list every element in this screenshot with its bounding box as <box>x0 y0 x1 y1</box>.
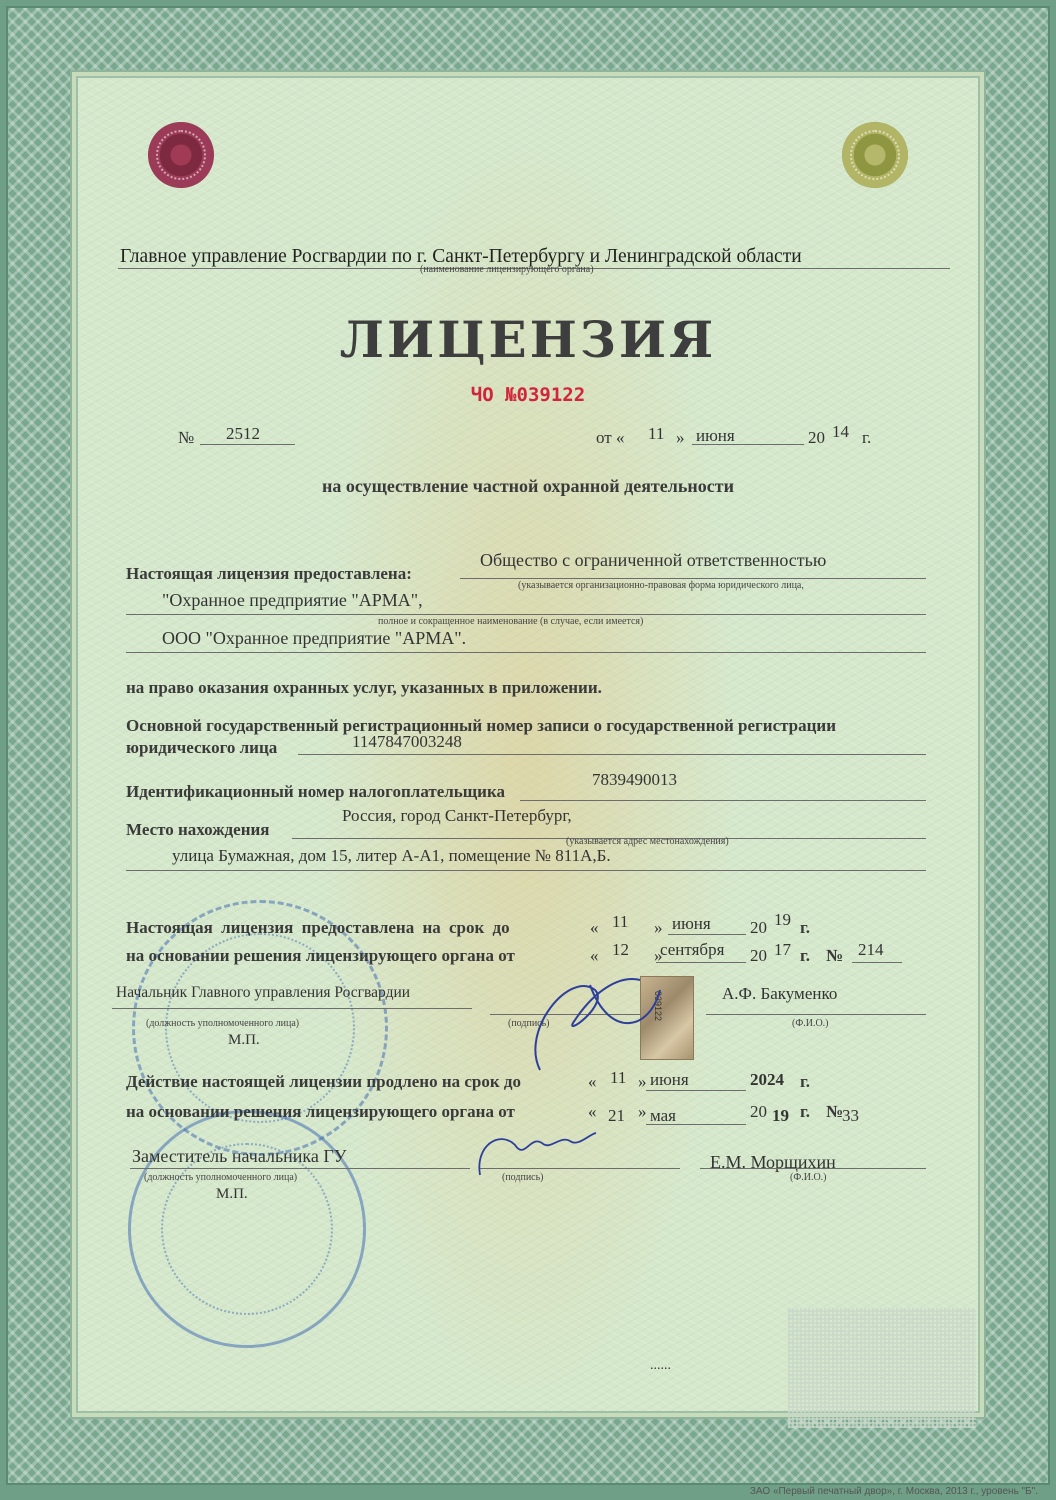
license-number: 2512 <box>226 424 260 443</box>
term-open-quote: « <box>590 918 599 937</box>
extension-basis-year-suffix: 19 <box>772 1106 789 1125</box>
license-year-suffix: 14 <box>832 422 849 441</box>
printer-imprint: ЗАО «Первый печатный двор», г. Москва, 2013 г., уровень "Б". <box>749 1486 1038 1497</box>
signer1-position-underline <box>112 1008 472 1009</box>
license-month: июня <box>696 426 735 445</box>
inn-label: Идентификационный номер налогоплательщика <box>126 782 505 801</box>
licensee-underline-3 <box>126 652 926 653</box>
extension-close-quote: » <box>638 1072 647 1091</box>
license-month-underline <box>692 444 804 445</box>
signer2-position: Заместитель начальника ГУ <box>132 1146 347 1166</box>
license-day: 11 <box>648 424 665 443</box>
signer2-name: Е.М. Морщихин <box>710 1152 836 1172</box>
extension-basis-year-label: г. <box>800 1102 811 1121</box>
signer2-signature-caption: (подпись) <box>502 1172 544 1183</box>
extension-basis-no-label: № <box>826 1102 844 1121</box>
signature-2 <box>470 1125 600 1185</box>
term-year-prefix: 20 <box>750 918 767 937</box>
rights-text: на право оказания охранных услуг, указанных в приложении. <box>126 678 602 697</box>
signer2-mp: М.П. <box>216 1186 248 1202</box>
inn-underline <box>520 800 926 801</box>
extension-day: 11 <box>610 1068 627 1087</box>
extension-month-underline <box>646 1090 746 1091</box>
activity-type: на осуществление частной охранной деятельности <box>322 476 734 496</box>
ogrn-value: 1147847003248 <box>352 732 462 751</box>
term-basis-no-underline <box>852 962 902 963</box>
extension-year: 2024 <box>750 1070 784 1089</box>
signer1-name-underline <box>706 1014 926 1015</box>
extension-basis-label: на основании решения лицензирующего органа от <box>126 1102 515 1121</box>
signer2-position-underline <box>130 1168 470 1169</box>
term-day: 11 <box>612 912 629 931</box>
term-basis-no: 214 <box>858 940 884 959</box>
licensee-line-1: Общество с ограниченной ответственностью <box>480 550 827 570</box>
signer1-position: Начальник Главного управления Росгвардии <box>116 984 411 1001</box>
location-line-2: улица Бумажная, дом 15, литер А-А1, помещение № 811А,Б. <box>172 846 611 865</box>
term-basis-month: сентября <box>660 940 725 959</box>
licensee-line-3: ООО "Охранное предприятие "АРМА". <box>162 628 467 648</box>
term-month-underline <box>668 934 746 935</box>
extension-basis-no: 33 <box>842 1106 859 1125</box>
signer1-name: А.Ф. Бакуменко <box>722 984 838 1003</box>
term-basis-year-label: г. <box>800 946 811 965</box>
rosette-emblem-right <box>842 122 908 188</box>
term-close-quote: » <box>654 918 663 937</box>
signer1-mp: М.П. <box>228 1032 260 1048</box>
date-from-label: от « <box>596 428 625 447</box>
document-title: ЛИЦЕНЗИЯ <box>339 310 717 369</box>
term-basis-no-label: № <box>826 946 844 965</box>
footer-dots: ...... <box>650 1358 671 1373</box>
ogrn-label-1: Основной государственный регистрационный номер записи о государственной регистрации <box>126 716 837 735</box>
license-day-close: » <box>676 428 685 447</box>
hologram-number: 039122 <box>653 991 663 1022</box>
signer1-signature-caption: (подпись) <box>508 1018 550 1029</box>
authority-name: Главное управление Росгвардии по г. Санкт-Петербургу и Ленинградской области <box>120 246 802 267</box>
location-underline-2 <box>126 870 926 871</box>
signer1-name-caption: (Ф.И.О.) <box>792 1018 829 1029</box>
rosette-emblem-left <box>148 122 214 188</box>
location-caption: (указывается адрес местонахождения) <box>566 836 729 847</box>
term-label: Настоящая лицензия предоставлена на срок до <box>126 918 510 937</box>
signer2-name-caption: (Ф.И.О.) <box>790 1172 827 1183</box>
extension-basis-year-prefix: 20 <box>750 1102 767 1121</box>
licensee-caption-1: (указывается организационно-правовая форма юридического лица, <box>518 580 804 591</box>
extension-open-quote: « <box>588 1072 597 1091</box>
extension-basis-close-quote: » <box>638 1102 647 1121</box>
ogrn-label-2: юридического лица <box>126 738 278 757</box>
term-basis-label: на основании решения лицензирующего органа от <box>126 946 515 965</box>
security-pattern-box <box>788 1308 976 1428</box>
signature-1 <box>500 960 670 1080</box>
ogrn-underline <box>298 754 926 755</box>
extension-label: Действие настоящей лицензии продлено на срок до <box>126 1072 522 1091</box>
licensee-label: Настоящая лицензия предоставлена: <box>126 564 412 583</box>
licensee-underline-1 <box>460 578 926 579</box>
license-year-prefix: 20 <box>808 428 825 447</box>
term-basis-open-quote: « <box>590 946 599 965</box>
signer1-position-caption: (должность уполномоченного лица) <box>146 1018 300 1029</box>
term-basis-close-quote: » <box>654 946 663 965</box>
location-line-1: Россия, город Санкт-Петербург, <box>342 806 572 825</box>
extension-basis-open-quote: « <box>588 1102 597 1121</box>
licensee-underline-2 <box>126 614 926 615</box>
location-label: Место нахождения <box>126 820 270 839</box>
term-basis-year-suffix: 17 <box>774 940 791 959</box>
term-month: июня <box>672 914 711 933</box>
signer2-position-caption: (должность уполномоченного лица) <box>144 1172 298 1183</box>
series-number: ЧО №039122 <box>470 384 586 406</box>
inn-value: 7839490013 <box>592 770 677 789</box>
extension-basis-day: 21 <box>608 1106 625 1125</box>
authority-caption: (наименование лицензирующего органа) <box>420 264 594 275</box>
term-basis-year-prefix: 20 <box>750 946 767 965</box>
term-year-label: г. <box>800 918 811 937</box>
term-year-suffix: 19 <box>774 910 791 929</box>
licensee-line-2: "Охранное предприятие "АРМА", <box>162 590 423 610</box>
signer2-name-underline <box>700 1168 926 1169</box>
license-number-label: № <box>178 428 195 447</box>
extension-year-label: г. <box>800 1072 811 1091</box>
license-number-underline <box>200 444 295 445</box>
license-year-label: г. <box>862 428 872 447</box>
licensee-caption-2: полное и сокращенное наименование (в случае, если имеется) <box>378 616 644 627</box>
extension-basis-month: мая <box>650 1106 677 1125</box>
extension-basis-month-underline <box>646 1124 746 1125</box>
term-basis-day: 12 <box>612 940 629 959</box>
extension-month: июня <box>650 1070 689 1089</box>
